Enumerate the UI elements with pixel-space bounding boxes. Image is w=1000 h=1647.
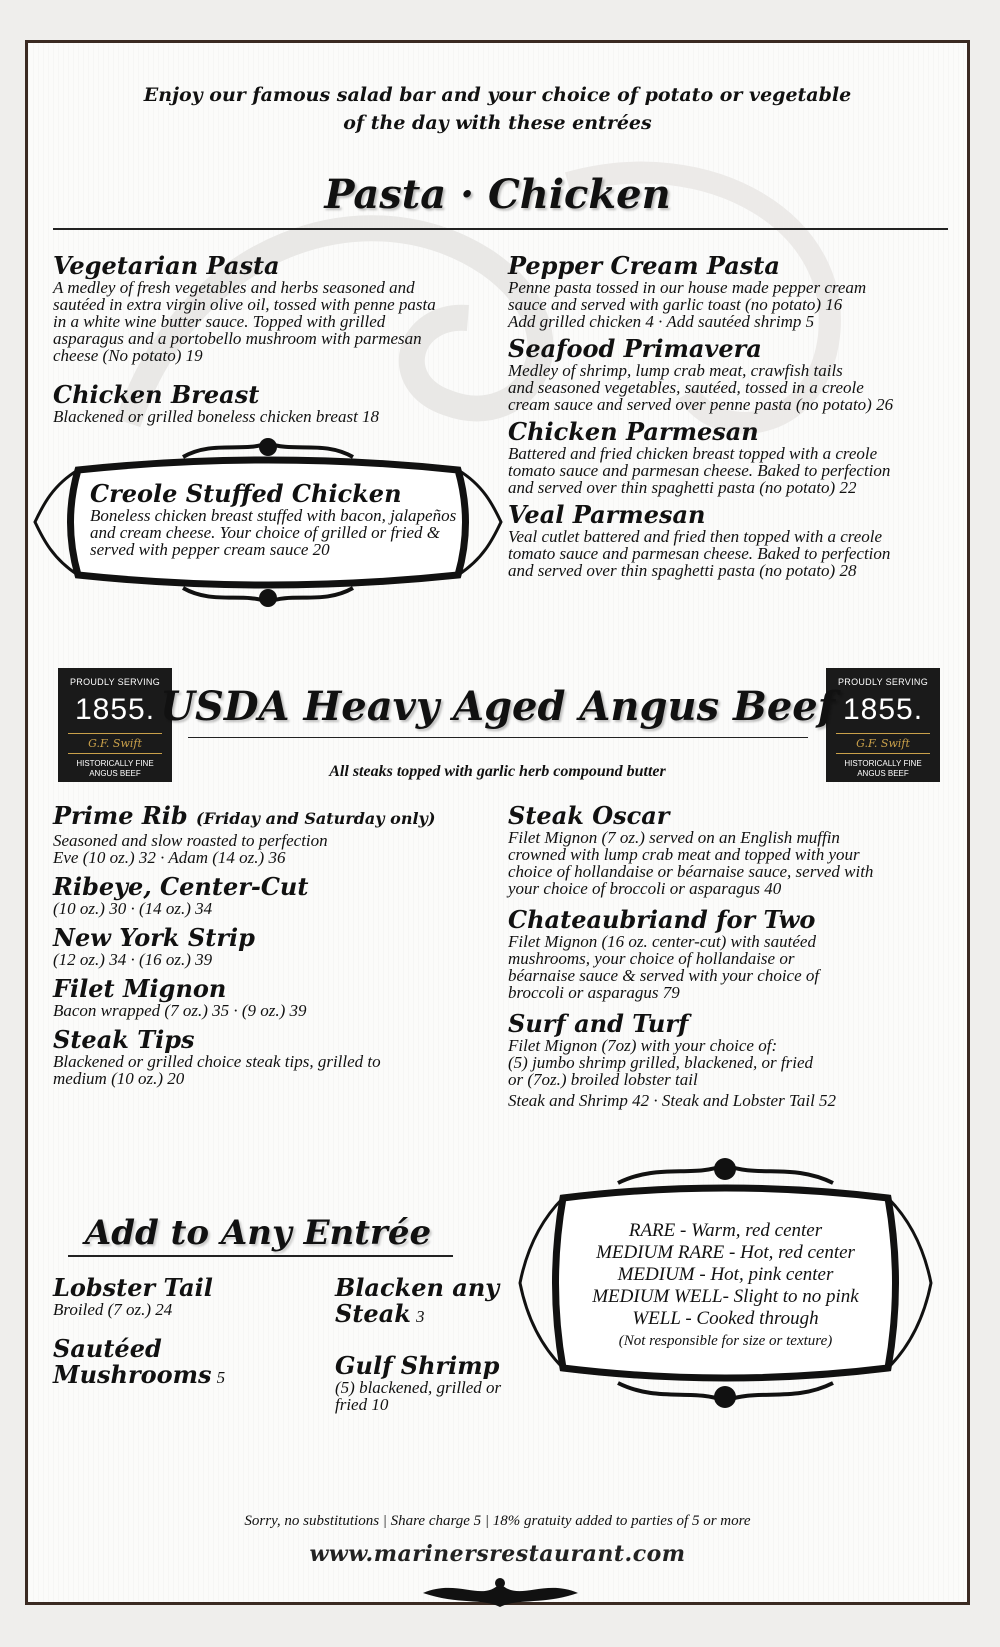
item-description: Filet Mignon (7 oz.) served on an English muffin crowned with lump crab meat and topped with your choice of hollandaise or béarnaise sauce, served with your choice of broccoli or asparagus 40 — [508, 828, 874, 898]
menu-item-prime-rib — [53, 803, 493, 866]
menu-item-chicken-parmesan — [508, 419, 938, 496]
beef-section-title: USDA Heavy Aged Angus Beef — [160, 683, 835, 730]
doneness-medium-rare: MEDIUM RARE - Hot, red center — [596, 1242, 855, 1263]
menu-item-steak-tips — [53, 1027, 493, 1087]
doneness-note: (Not responsible for size or texture) — [618, 1333, 833, 1349]
item-name: Lobster Tail — [53, 1273, 213, 1302]
doneness-well: WELL - Cooked through — [632, 1308, 819, 1329]
addon-blacken-steak — [335, 1275, 515, 1327]
beef-left-column — [53, 803, 493, 1087]
item-name: Vegetarian Pasta — [53, 251, 280, 280]
item-name-line-2: Steak — [335, 1299, 411, 1328]
item-description: A medley of fresh vegetables and herbs seasoned and sautéed in extra virgin olive oil, tossed with penne pasta in a white wine butter sauce. Topped with grilled asparagus and a portobello mushroom with parmesan cheese (No potato) 19 — [53, 278, 436, 365]
beef-title-rule — [188, 737, 808, 738]
addon-sauteed-mushrooms — [53, 1336, 323, 1388]
item-description: Penne pasta tossed in our house made pepper cream sauce and served with garlic toast (no potato) 16 Add grilled chicken 4 · Add sautéed shrimp 5 — [508, 278, 867, 331]
item-name: Creole Stuffed Chicken — [90, 479, 402, 508]
item-description: Blackened or grilled boneless chicken breast 18 — [53, 407, 380, 426]
addon-lobster-tail — [53, 1275, 323, 1318]
item-name: Ribeye, Center-Cut — [53, 872, 309, 901]
item-name: Steak Oscar — [508, 801, 670, 830]
menu-page — [25, 40, 970, 1605]
doneness-medium-well: MEDIUM WELL- Slight to no pink — [592, 1286, 859, 1307]
pasta-title-rule — [53, 228, 948, 230]
item-name: Steak Tips — [53, 1025, 195, 1054]
item-description: Seasoned and slow roasted to perfection Eve (10 oz.) 32 · Adam (14 oz.) 36 — [53, 831, 328, 867]
badge-signature: G.F. Swift — [836, 733, 930, 754]
pasta-left-column — [53, 253, 493, 425]
badge-signature: G.F. Swift — [68, 733, 162, 754]
addons-title: Add to Any Entrée — [84, 1213, 432, 1253]
badge-top-text: PROUDLY SERVING — [837, 677, 929, 687]
menu-item-steak-oscar — [508, 803, 938, 897]
item-description: Boneless chicken breast stuffed with bacon, jalapeños and cream cheese. Your choice of grilled or fried & served with pepper cream sauce 20 — [90, 506, 457, 559]
pasta-section-title: Pasta · Chicken — [324, 171, 671, 218]
menu-item-filet-mignon — [53, 976, 493, 1019]
menu-item-pepper-cream-pasta — [508, 253, 938, 330]
item-description: Bacon wrapped (7 oz.) 35 · (9 oz.) 39 — [53, 1001, 307, 1020]
item-description: Filet Mignon (16 oz. center-cut) with sautéed mushrooms, your choice of hollandaise or béarnaise sauce & served with your choice of broccoli or asparagus 79 — [508, 932, 820, 1002]
item-description: (12 oz.) 34 · (16 oz.) 39 — [53, 950, 213, 969]
item-description: Medley of shrimp, lump crab meat, crawfish tails and seasoned vegetables, sautéed, tossed in a creole cream sauce and served over penne pasta (no potato) 26 — [508, 361, 894, 414]
item-name — [53, 803, 493, 832]
menu-item-new-york-strip — [53, 925, 493, 968]
badge-number: 1855. — [842, 693, 924, 726]
badge-number: 1855. — [74, 693, 156, 726]
menu-item-chicken-breast — [53, 382, 493, 425]
item-description: Battered and fried chicken breast topped with a creole tomato sauce and parmesan cheese. Baked to perfection and served over thin spaghetti pasta (no potato) 22 — [508, 444, 891, 497]
item-name: Gulf Shrimp — [335, 1351, 500, 1380]
menu-item-creole-stuffed-chicken — [90, 481, 480, 558]
item-description: Broiled (7 oz.) 24 — [53, 1300, 173, 1319]
item-name: Chateaubriand for Two — [508, 905, 816, 934]
item-description: (5) blackened, grilled or fried 10 — [335, 1378, 502, 1414]
menu-item-ribeye — [53, 874, 493, 917]
beef-right-column — [508, 803, 938, 1109]
badge-top-text: PROUDLY SERVING — [69, 677, 161, 687]
bottom-ornament — [418, 1573, 583, 1609]
item-name: Sautéed Mushrooms — [53, 1334, 212, 1389]
item-name: Seafood Primavera — [508, 334, 762, 363]
intro-line-1: Enjoy our famous salad bar and your choice of potato or vegetable — [143, 84, 852, 106]
intro-line-2: of the day with these entrées — [343, 112, 652, 134]
doneness-guide — [558, 1220, 893, 1352]
item-name-text: Prime Rib — [53, 801, 188, 830]
footer-policy-note: Sorry, no substitutions | Share charge 5 | 18% gratuity added to parties of 5 or more — [244, 1513, 751, 1529]
item-note: (Friday and Saturday only) — [196, 809, 436, 828]
item-name: Chicken Breast — [53, 380, 260, 409]
item-prices: Steak and Shrimp 42 · Steak and Lobster Tail 52 — [508, 1091, 837, 1110]
item-description: Filet Mignon (7oz) with your choice of: (5) jumbo shrimp grilled, blackened, or fried or (7oz.) broiled lobster tail — [508, 1036, 814, 1089]
beef-subtitle: All steaks topped with garlic herb compound butter — [329, 763, 666, 780]
doneness-rare: RARE - Warm, red center — [628, 1220, 823, 1241]
item-name: Chicken Parmesan — [508, 417, 759, 446]
item-name: Filet Mignon — [53, 974, 227, 1003]
item-description: Veal cutlet battered and fried then topped with a creole tomato sauce and parmesan cheese. Baked to perfection and served over thin spaghetti pasta (no potato) 28 — [508, 527, 891, 580]
website-link[interactable]: www.marinersrestaurant.com — [309, 1541, 686, 1567]
item-name-line-1: Blacken any — [335, 1273, 500, 1302]
menu-item-veal-parmesan — [508, 502, 938, 579]
addons-title-rule — [68, 1255, 453, 1257]
item-description: (10 oz.) 30 · (14 oz.) 34 — [53, 899, 213, 918]
addon-gulf-shrimp — [335, 1353, 535, 1413]
item-price: 5 — [216, 1368, 226, 1387]
item-name: New York Strip — [53, 923, 255, 952]
item-name: Pepper Cream Pasta — [508, 251, 780, 280]
badge-bottom-line-2: ANGUS BEEF — [89, 769, 141, 778]
menu-item-surf-and-turf — [508, 1011, 938, 1109]
item-name: Surf and Turf — [508, 1009, 689, 1038]
menu-item-chateaubriand — [508, 907, 938, 1001]
badge-bottom-line-1: HISTORICALLY FINE — [844, 759, 922, 768]
pasta-right-column — [508, 253, 938, 579]
intro-text — [28, 81, 967, 137]
badge-bottom-line-2: ANGUS BEEF — [857, 769, 909, 778]
item-name: Veal Parmesan — [508, 500, 706, 529]
menu-item-seafood-primavera — [508, 336, 938, 413]
badge-bottom-line-1: HISTORICALLY FINE — [76, 759, 154, 768]
item-description: Blackened or grilled choice steak tips, grilled to medium (10 oz.) 20 — [53, 1052, 381, 1088]
menu-item-vegetarian-pasta — [53, 253, 493, 364]
item-price: 3 — [415, 1307, 425, 1326]
doneness-medium: MEDIUM - Hot, pink center — [617, 1264, 834, 1285]
